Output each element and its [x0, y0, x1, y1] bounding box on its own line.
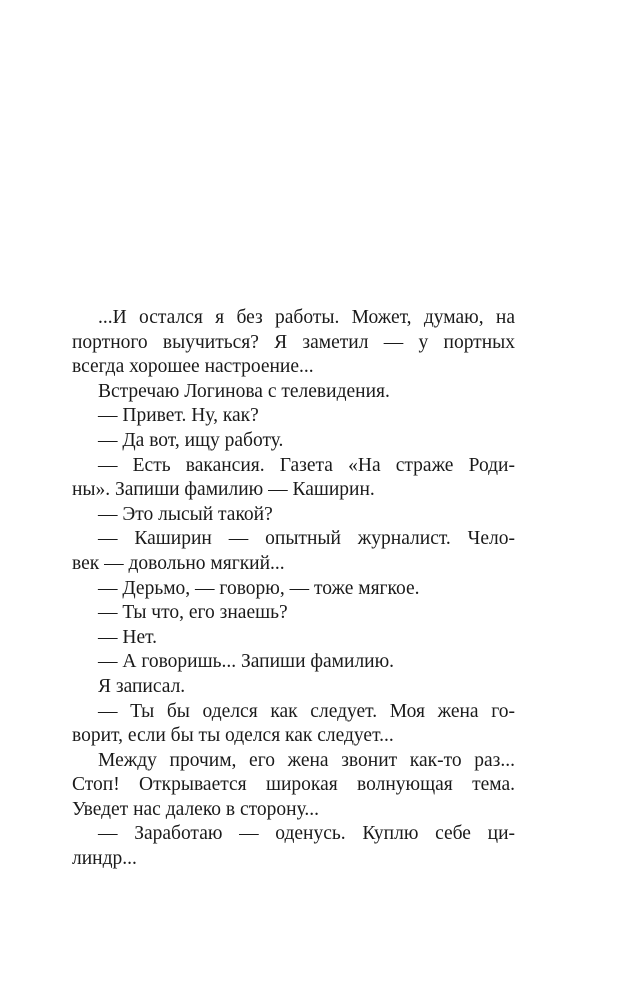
- text-line: — Нет.: [98, 626, 158, 648]
- text-line: ны». Запиши фамилию — Каширин.: [72, 479, 375, 501]
- text-line: ворит, если бы ты оделся как следует...: [72, 725, 394, 747]
- text-line: век — довольно мягкий...: [72, 552, 285, 574]
- body-text: [72, 306, 515, 872]
- text-line: — А говоришь... Запиши фамилию.: [98, 651, 395, 673]
- text-line: портного выучиться? Я заметил — у портных: [72, 331, 515, 353]
- text-line: — Ты бы оделся как следует. Моя жена го-: [98, 700, 515, 722]
- text-line: Я записал.: [98, 675, 186, 697]
- text-line: — Привет. Ну, как?: [98, 405, 259, 427]
- text-line: Встречаю Логинова с телевидения.: [98, 380, 390, 402]
- text-line: Уведет нас далеко в сторону...: [72, 798, 320, 820]
- text-line: ...И остался я без работы. Может, думаю, на: [98, 307, 515, 328]
- text-line: — Есть вакансия. Газета «На страже Роди-: [98, 454, 515, 476]
- text-line: Стоп! Открывается широкая волнующая тема.: [72, 774, 515, 796]
- text-line: линдр...: [72, 848, 137, 870]
- text-line: — Да вот, ищу работу.: [98, 429, 284, 451]
- text-line: всегда хорошее настроение...: [72, 356, 314, 378]
- text-line: — Дерьмо, — говорю, — тоже мягкое.: [98, 577, 420, 599]
- text-line: — Ты что, его знаешь?: [98, 602, 288, 624]
- text-line: Между прочим, его жена звонит как-то раз...: [98, 749, 515, 771]
- text-line: — Это лысый такой?: [98, 503, 273, 525]
- text-line: — Заработаю — оденусь. Куплю себе ци-: [98, 823, 515, 845]
- text-line: — Каширин — опытный журналист. Чело-: [98, 528, 515, 550]
